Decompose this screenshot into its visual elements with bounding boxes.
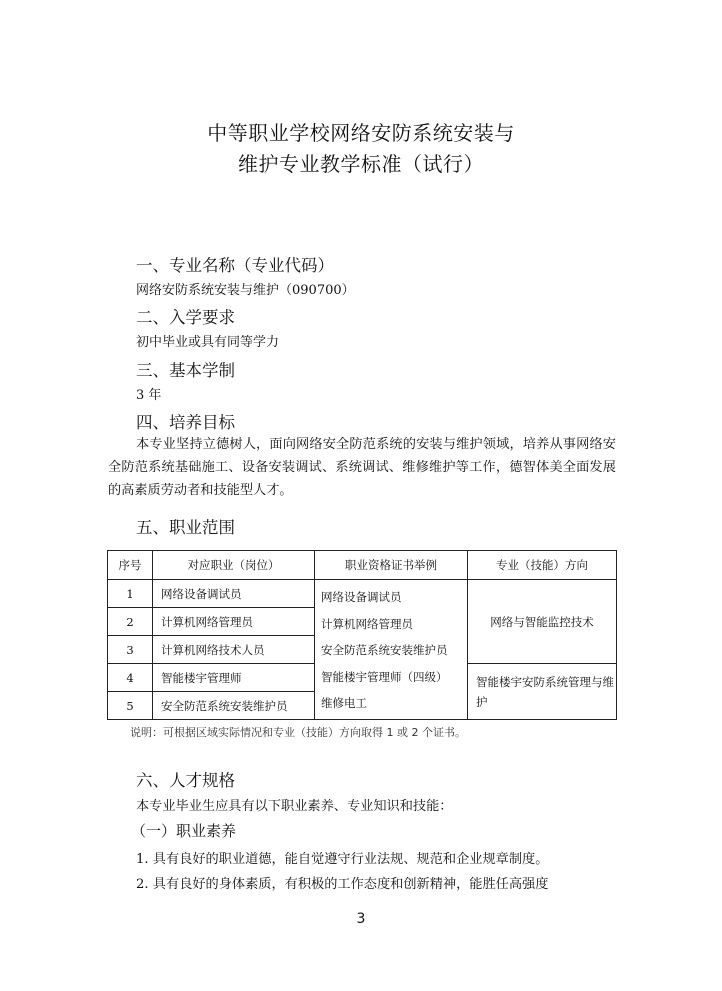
row-num: 5 — [108, 692, 153, 720]
table-header-row — [108, 551, 617, 580]
direction-cell-1: 网络与智能监控技术 — [468, 580, 617, 664]
section-3-text: 3 年 — [136, 388, 162, 403]
cert-item: 计算机网络管理员 — [321, 616, 413, 631]
row-num: 1 — [108, 580, 153, 608]
header-cert: 职业资格证书举例 — [315, 551, 468, 580]
document-title-line-2: 维护专业教学标准（试行） — [238, 152, 484, 176]
career-table — [107, 550, 617, 720]
row-job: 智能楼宇管理师 — [153, 664, 315, 692]
section-3-heading: 三、基本学制 — [136, 361, 235, 380]
list-item: 1. 具有良好的职业道德，能自觉遵守行业法规、规范和企业规章制度。 — [136, 852, 549, 867]
document-title-line-1: 中等职业学校网络安防系统安装与 — [207, 121, 515, 145]
row-job: 计算机网络技术人员 — [153, 636, 315, 664]
row-job: 安全防范系统安装维护员 — [153, 692, 315, 720]
row-job: 计算机网络管理员 — [153, 608, 315, 636]
header-job: 对应职业（岗位） — [153, 551, 315, 580]
row-num: 4 — [108, 664, 153, 692]
row-num: 2 — [108, 608, 153, 636]
list-item: 2. 具有良好的身体素质，有积极的工作态度和创新精神，能胜任高强度 — [136, 877, 549, 892]
direction-cell-2: 智能楼宇安防系统管理与维护 — [468, 664, 617, 720]
section-2-heading: 二、入学要求 — [136, 308, 235, 327]
header-num: 序号 — [108, 551, 153, 580]
section-4-paragraph: 本专业坚持立德树人，面向网络安全防范系统的安装与维护领域，培养从事网络安全防范系统基础施工、设备安装调试、系统调试、维修维护等工作，德智体美全面发展的高素质劳动者和技能型人才。 — [108, 437, 616, 498]
section-5-heading: 五、职业范围 — [136, 518, 235, 537]
section-6-intro: 本专业毕业生应具有以下职业素养、专业知识和技能： — [136, 799, 453, 814]
section-2-text: 初中毕业或具有同等学力 — [136, 335, 280, 350]
section-1-text: 网络安防系统安装与维护（090700） — [136, 283, 355, 298]
row-num: 3 — [108, 636, 153, 664]
page-number: 3 — [356, 911, 366, 927]
cert-cell — [315, 580, 468, 720]
section-4-heading: 四、培养目标 — [136, 413, 235, 432]
row-job: 网络设备调试员 — [153, 580, 315, 608]
section-6-subheading: （一）职业素养 — [131, 822, 237, 840]
section-6-heading: 六、人才规格 — [136, 771, 235, 790]
section-1-heading: 一、专业名称（专业代码） — [136, 256, 334, 275]
table-row — [108, 580, 617, 608]
cert-item: 网络设备调试员 — [321, 590, 402, 604]
table-note: 说明：可根据区域实际情况和专业（技能）方向取得 1 或 2 个证书。 — [130, 726, 466, 739]
cert-item: 安全防范系统安装维护员 — [321, 643, 448, 658]
header-direction: 专业（技能）方向 — [468, 551, 617, 580]
cert-item: 维修电工 — [321, 696, 367, 711]
cert-item: 智能楼宇管理师（四级） — [321, 669, 448, 684]
